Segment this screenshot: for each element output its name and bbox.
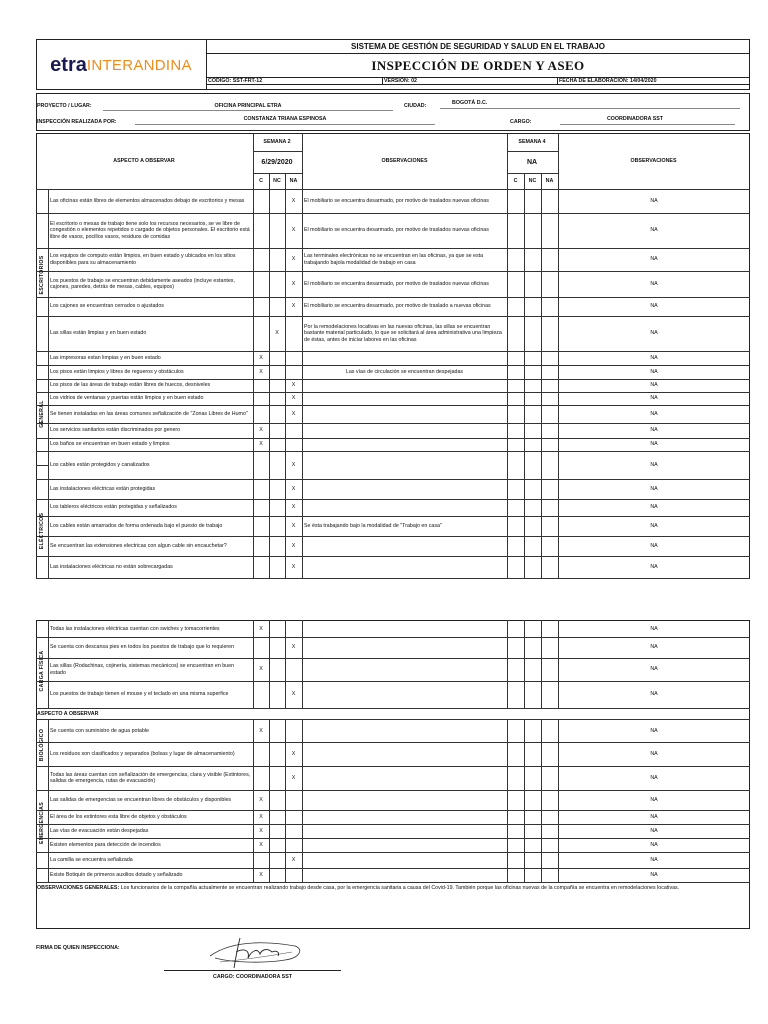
mark-c [253,297,269,316]
mark-nc [269,248,285,271]
mark-c: X [259,796,263,803]
grid-line [36,882,750,883]
observation-cell-2: NA [650,542,658,549]
mark-na: X [291,395,296,402]
col-na-week4: NA [545,178,554,185]
aspect-cell: El escritorio o mesas de trabajo tiene solo los recursos necesarios, se ve libre de congestión o elementos repetidos o cargado de objetos personales. El escritorio está libre de vasos, pocillos vasos, residuos de comidas [50,221,250,240]
mark-na [285,365,302,379]
role-underline [560,124,735,125]
project-underline [103,110,393,111]
mark-c: X [259,727,263,734]
observation-cell [303,451,506,479]
mark-nc [269,658,285,681]
aspect-cell: Los servicios sanitarios están discriminados por genero [50,427,181,434]
mark-c [253,213,269,248]
mark-na: X [291,303,296,310]
mark-nc [269,271,285,297]
observation-cell-2: NA [650,427,658,434]
mark-nc [269,681,285,708]
section-escritorios: ESCRITORIOS [39,255,45,295]
section-carga-fisica: CARGA FÍSICA [39,650,45,692]
city-value: BOGOTÁ D.C. [452,100,488,106]
aspect-cell: Las instalaciones eléctricas no están sobrecargadas [50,563,173,570]
doc-version: VERSIÓN: 02 [384,77,417,84]
inspector-underline [135,124,435,125]
mark-nc [269,438,285,451]
observation-cell-2: NA [650,256,658,263]
observation-cell-2: NA [650,280,658,287]
mark-nc [269,766,285,790]
observation-cell [303,790,506,810]
mark-nc [269,838,285,852]
observation-cell: El mobiliario se encuentra desarmado, por motivo de traslados nuevas oficinas [304,227,489,234]
observation-cell [303,681,506,708]
company-logo [36,48,206,82]
mark-na [285,810,302,824]
mark-nc [269,790,285,810]
mark-na [285,868,302,882]
grid-line [36,637,48,638]
mark-nc [269,556,285,578]
mark-nc [269,213,285,248]
week2-header: SEMANA 2 [263,139,291,146]
mark-c [253,742,269,766]
observation-cell-2: NA [650,330,658,337]
signature-image [200,932,310,972]
mark-na [285,316,302,351]
observation-cell [303,742,506,766]
mark-c: X [259,625,263,632]
grid-line [541,620,542,708]
mark-c: X [259,841,263,848]
aspect-cell: Las sillas (Rodachinas, cojinería, sistemas mecánicos) se encuentran en buen estado [50,663,235,676]
section-general: GENERAL [39,400,45,428]
mark-c [253,852,269,868]
mark-c [253,536,269,556]
city-underline [440,108,740,109]
aspect-cell: Todas las áreas cuentan con señalización de emergencias, clara y visible (Extintores, salidas de emergencia, rutas de evacuación) [50,771,251,784]
week4-date: NA [526,159,538,166]
mark-c: X [259,354,263,361]
aspect-cell: El área de los extintores esta libre de objetos y obstáculos [50,813,187,820]
mark-na: X [291,522,296,529]
header-divider-b [557,77,558,84]
mark-c [253,681,269,708]
aspect-cell: Los equipos de computo están limpios, en buen estado y ubicados en los sitios disponibles para su almacenamiento [50,253,236,266]
mark-na [285,838,302,852]
mark-na: X [291,563,296,570]
observation-cell [303,351,506,365]
mark-nc [269,868,285,882]
aspect-cell: Los cables están protegidos y canalizados [50,461,150,468]
mark-na [285,658,302,681]
header-divider-a [382,77,383,84]
mark-c: X [259,871,263,878]
mark-c [253,516,269,536]
observation-cell-2: NA [650,198,658,205]
mark-nc [269,405,285,423]
mark-nc [269,824,285,838]
observation-cell [303,438,506,451]
observation-cell-2: NA [650,563,658,570]
grid-line [36,365,48,366]
observations-header-2: OBSERVACIONES [630,158,677,165]
aspect-cell: Las salidas de emergencias se encuentran libres de obstáculos y disponibles [50,796,232,803]
observation-cell [303,379,506,392]
mark-na: X [291,227,296,234]
mark-na: X [291,382,296,389]
system-title: SISTEMA DE GESTIÓN DE SEGURIDAD Y SALUD EN EL TRABAJO [351,42,605,51]
mark-nc [269,516,285,536]
observation-cell-2: NA [650,303,658,310]
observation-cell-2: NA [650,691,658,698]
observation-cell [303,868,506,882]
grid-line [36,465,48,466]
doc-code: CÓDIGO: SST-FRT-12 [208,77,263,84]
mark-c [253,556,269,578]
info-block [36,93,750,131]
aspect-cell: Se tienen instaladas en las áreas comunes señalización de "Zonas Libres de Humo" [50,410,248,417]
inspector-value: CONSTANZA TRIANA ESPINOSA [243,116,327,122]
grid-line [524,174,525,579]
observation-cell: El mobiliario se encuentra desarmado, por motivo de traslados nuevas oficinas [304,198,489,205]
observation-cell-2: NA [650,856,658,863]
mark-c [253,766,269,790]
observation-cell [303,766,506,790]
mark-nc [269,536,285,556]
observation-cell [303,536,506,556]
mark-nc [269,479,285,499]
general-observations [37,885,747,891]
mark-c [253,405,269,423]
observation-cell-2: NA [650,841,658,848]
aspect-cell: Todas las instalaciones eléctricas cuentan con swiches y tomacorrientes [50,625,220,632]
mark-nc: X [275,330,279,337]
aspect-cell: Las oficinas están libres de elementos almacenados debajo de escritorios y mesas [50,198,245,205]
observation-cell: El mobiliario se encuentra desarmado, por motivo de traslado a nuevas oficinas [304,303,491,310]
mark-nc [269,852,285,868]
mark-na [285,720,302,742]
mark-na: X [291,198,296,205]
observation-cell-2: NA [650,871,658,878]
observation-cell-2: NA [650,827,658,834]
aspect-cell: Las sillas están limpias y en buen estado [50,330,147,337]
aspect-cell: Los residuos son clasificados y separados (bolsas y lugar de almacenamiento) [50,750,235,757]
observation-cell-2: NA [650,750,658,757]
observation-cell [303,392,506,405]
logo-etra-text: etra [50,53,87,76]
aspect-cell: Los cajones se encuentran cerrados o ajustados [50,303,164,310]
aspect-cell: Los tableros eléctricos están protegidas y señalizados [50,504,177,511]
aspect-cell: Existen elementos para detección de incendios [50,841,161,848]
observation-cell [303,556,506,578]
mark-na: X [291,774,296,781]
aspect-header-2: ASPECTO A OBSERVAR [37,711,99,717]
signature-role: CARGO: COORDINADORA SST [213,974,292,980]
grid-line [541,719,542,882]
mark-c: X [259,368,263,375]
observation-cell [303,720,506,742]
mark-c [253,451,269,479]
aspect-cell: Los pisos de las áreas de trabajo están libres de huecos, desniveles [50,382,211,389]
aspect-cell: Los puestos de trabajo se encuentran debidamente aseados (incluye estantes, cajones, paredes, detrás de mesas, cables, equipos) [50,277,235,290]
observation-cell-2: NA [650,625,658,632]
mark-c: X [259,666,263,673]
mark-nc [269,621,285,637]
role-value: COORDINADORA SST [606,116,663,122]
section-emergencias: EMERGENCIAS [39,802,45,844]
mark-c: X [259,813,263,820]
aspect-cell: Las instalaciones eléctricas están protegidas [50,485,156,492]
mark-c [253,190,269,213]
mark-na: X [291,280,296,287]
mark-na: X [291,691,296,698]
observation-cell-2: NA [650,441,658,448]
mark-na: X [291,504,296,511]
observation-cell [303,479,506,499]
mark-na [285,824,302,838]
mark-nc [269,720,285,742]
observation-cell: El mobiliario se encuentra desarmado, por motivo de traslados nuevas oficinas [304,280,489,287]
mark-c [253,637,269,658]
mark-nc [269,451,285,479]
mark-na: X [291,542,296,549]
mark-nc [269,297,285,316]
mark-c [253,316,269,351]
mark-na: X [291,410,296,417]
doc-date: FECHA DE ELABORACIÓN: 14/04/2020 [559,77,657,84]
mark-nc [269,392,285,405]
mark-nc [269,351,285,365]
mark-nc [269,190,285,213]
aspect-cell: Los baños se encuentran en buen estado y limpios [50,441,170,448]
mark-na [285,423,302,438]
mark-c [253,479,269,499]
project-label: PROYECTO / LUGAR: [37,103,92,109]
grid-line [36,708,750,709]
observations-header-1: OBSERVACIONES [381,158,428,165]
aspect-cell: Los cables están amarrados de forma ordenada bajo el puesto de trabajo [50,522,223,529]
mark-c [253,271,269,297]
observation-cell [303,423,506,438]
mark-na: X [291,750,296,757]
mark-c: X [259,441,263,448]
section-biologico: BIOLÓGICO [39,728,45,762]
observation-cell [303,824,506,838]
col-na-week2: NA [289,178,298,185]
observation-cell-2: NA [650,796,658,803]
signature-line [164,970,341,971]
mark-na: X [291,856,296,863]
observation-cell-2: NA [650,395,658,402]
observation-cell-2: NA [650,382,658,389]
project-value: OFICINA PRINCIPAL ETRA [214,103,282,109]
grid-line [524,719,525,882]
mark-nc [269,810,285,824]
observation-cell-2: NA [650,727,658,734]
header-line-3 [206,84,750,85]
observation-cell [303,621,506,637]
observation-cell-2: NA [650,461,658,468]
observation-cell: Se ésta trabajando bajo la modalidad de "Trabajo en casa" [304,522,442,529]
mark-nc [269,742,285,766]
mark-na: X [291,485,296,492]
signature-label: FIRMA DE QUIEN INSPECCIONA: [36,945,120,951]
grid-line [507,133,508,579]
observation-cell [303,658,506,681]
role-label: CARGO: [510,119,532,125]
col-nc-week2: NC [273,178,281,185]
col-nc-week4: NC [528,178,537,185]
inspector-label: INSPECCIÓN REALIZADA POR: [37,119,117,125]
observation-cell-2: NA [650,644,658,651]
aspect-cell: Se cuenta con descansa pies en todos los puestos de trabajo que lo requieren [50,644,235,651]
observation-cell-2: NA [650,504,658,511]
general-observations-label: OBSERVACIONES GENERALES: [37,885,120,891]
aspect-cell: Se encuentran las extensiones electricas con algun cable sin encauchetar? [50,542,227,549]
mark-na [285,621,302,637]
week4-header: SEMANA 4 [518,139,546,146]
col-c-week2: C [259,178,263,185]
observation-cell: Por la remodelaciones locativas en las nuevas oficinas, las sillas se encuentran bastante material particulado, lo que se solicitará al área administrativa una limpieza de éstas, antes de iniciar labores en las oficinas [304,324,502,343]
mark-na [285,790,302,810]
mark-nc [269,365,285,379]
mark-nc [269,637,285,658]
observation-cell-2: NA [650,368,658,375]
observation-cell: Las terminales electrónicas no se encuentran en las oficinas, ya que se esta trabajando bajola modalidad de trabajo en casa [304,253,484,266]
general-observations-text: Los funcionarios de la compañía actualmente se encuentran realizando trabajo desde casa, por la emergencia sanitaria a causa del Covid-19. También porque las oficinas nuevas de la compañía se encuentra en remodelaciones locativas. [120,885,680,891]
grid-line [507,719,508,882]
grid-line [36,578,750,579]
mark-nc [269,379,285,392]
observation-cell [303,405,506,423]
observation-cell-2: NA [650,522,658,529]
aspect-cell: Los puestos de trabajo tienen el mouse y el teclado en una misma superfice [50,691,229,698]
document-title: INSPECCIÓN DE ORDEN Y ASEO [371,57,585,73]
section-electricos: ELÉCTRICOS [39,512,45,550]
week2-date: 6/29/2020 [261,159,293,166]
observation-cell-2: NA [650,410,658,417]
mark-c [253,499,269,516]
grid-line [541,174,542,579]
mark-c: X [259,427,263,434]
grid-line [524,620,525,708]
aspect-cell: La camilla se encuentra señalizada [50,856,133,863]
mark-c: X [259,827,263,834]
observation-cell [303,852,506,868]
observation-cell-2: NA [650,485,658,492]
observation-cell-2: NA [650,354,658,361]
aspect-cell: Las vías de evacuación están despejadas [50,827,149,834]
mark-na: X [291,644,296,651]
city-label: CIUDAD: [404,103,427,109]
mark-c [253,248,269,271]
mark-na [285,438,302,451]
observation-cell-2: NA [650,666,658,673]
observation-cell [303,499,506,516]
observation-cell [303,838,506,852]
aspect-cell: Las impresoras estan limpias y en buen estado [50,354,161,361]
mark-na: X [291,256,296,263]
aspect-cell: Los pisos están limpios y libres de regueros y obstáculos [50,368,184,375]
mark-nc [269,499,285,516]
aspect-header: ASPECTO A OBSERVAR [113,158,175,165]
aspect-cell: Existe Botiquín de primeros auxilios dotado y señalizado [50,871,183,878]
aspect-cell: Los vidrios de ventanas y puertas están limpios y en buen estado [50,395,204,402]
mark-c [253,392,269,405]
logo-interandina-text: INTERANDINA [86,56,192,74]
observation-cell: Las vías de circulación se encuentran despejadas [345,368,464,375]
observation-cell-2: NA [650,813,658,820]
observation-cell-2: NA [650,227,658,234]
observation-cell-2: NA [650,774,658,781]
observation-cell [303,810,506,824]
mark-na [285,351,302,365]
observation-cell [303,637,506,658]
mark-nc [269,423,285,438]
grid-line [507,620,508,708]
aspect-cell: Se cuenta con suministro de agua potable [50,727,149,734]
mark-c [253,379,269,392]
col-c-week4: C [513,178,518,185]
mark-na: X [291,461,296,468]
